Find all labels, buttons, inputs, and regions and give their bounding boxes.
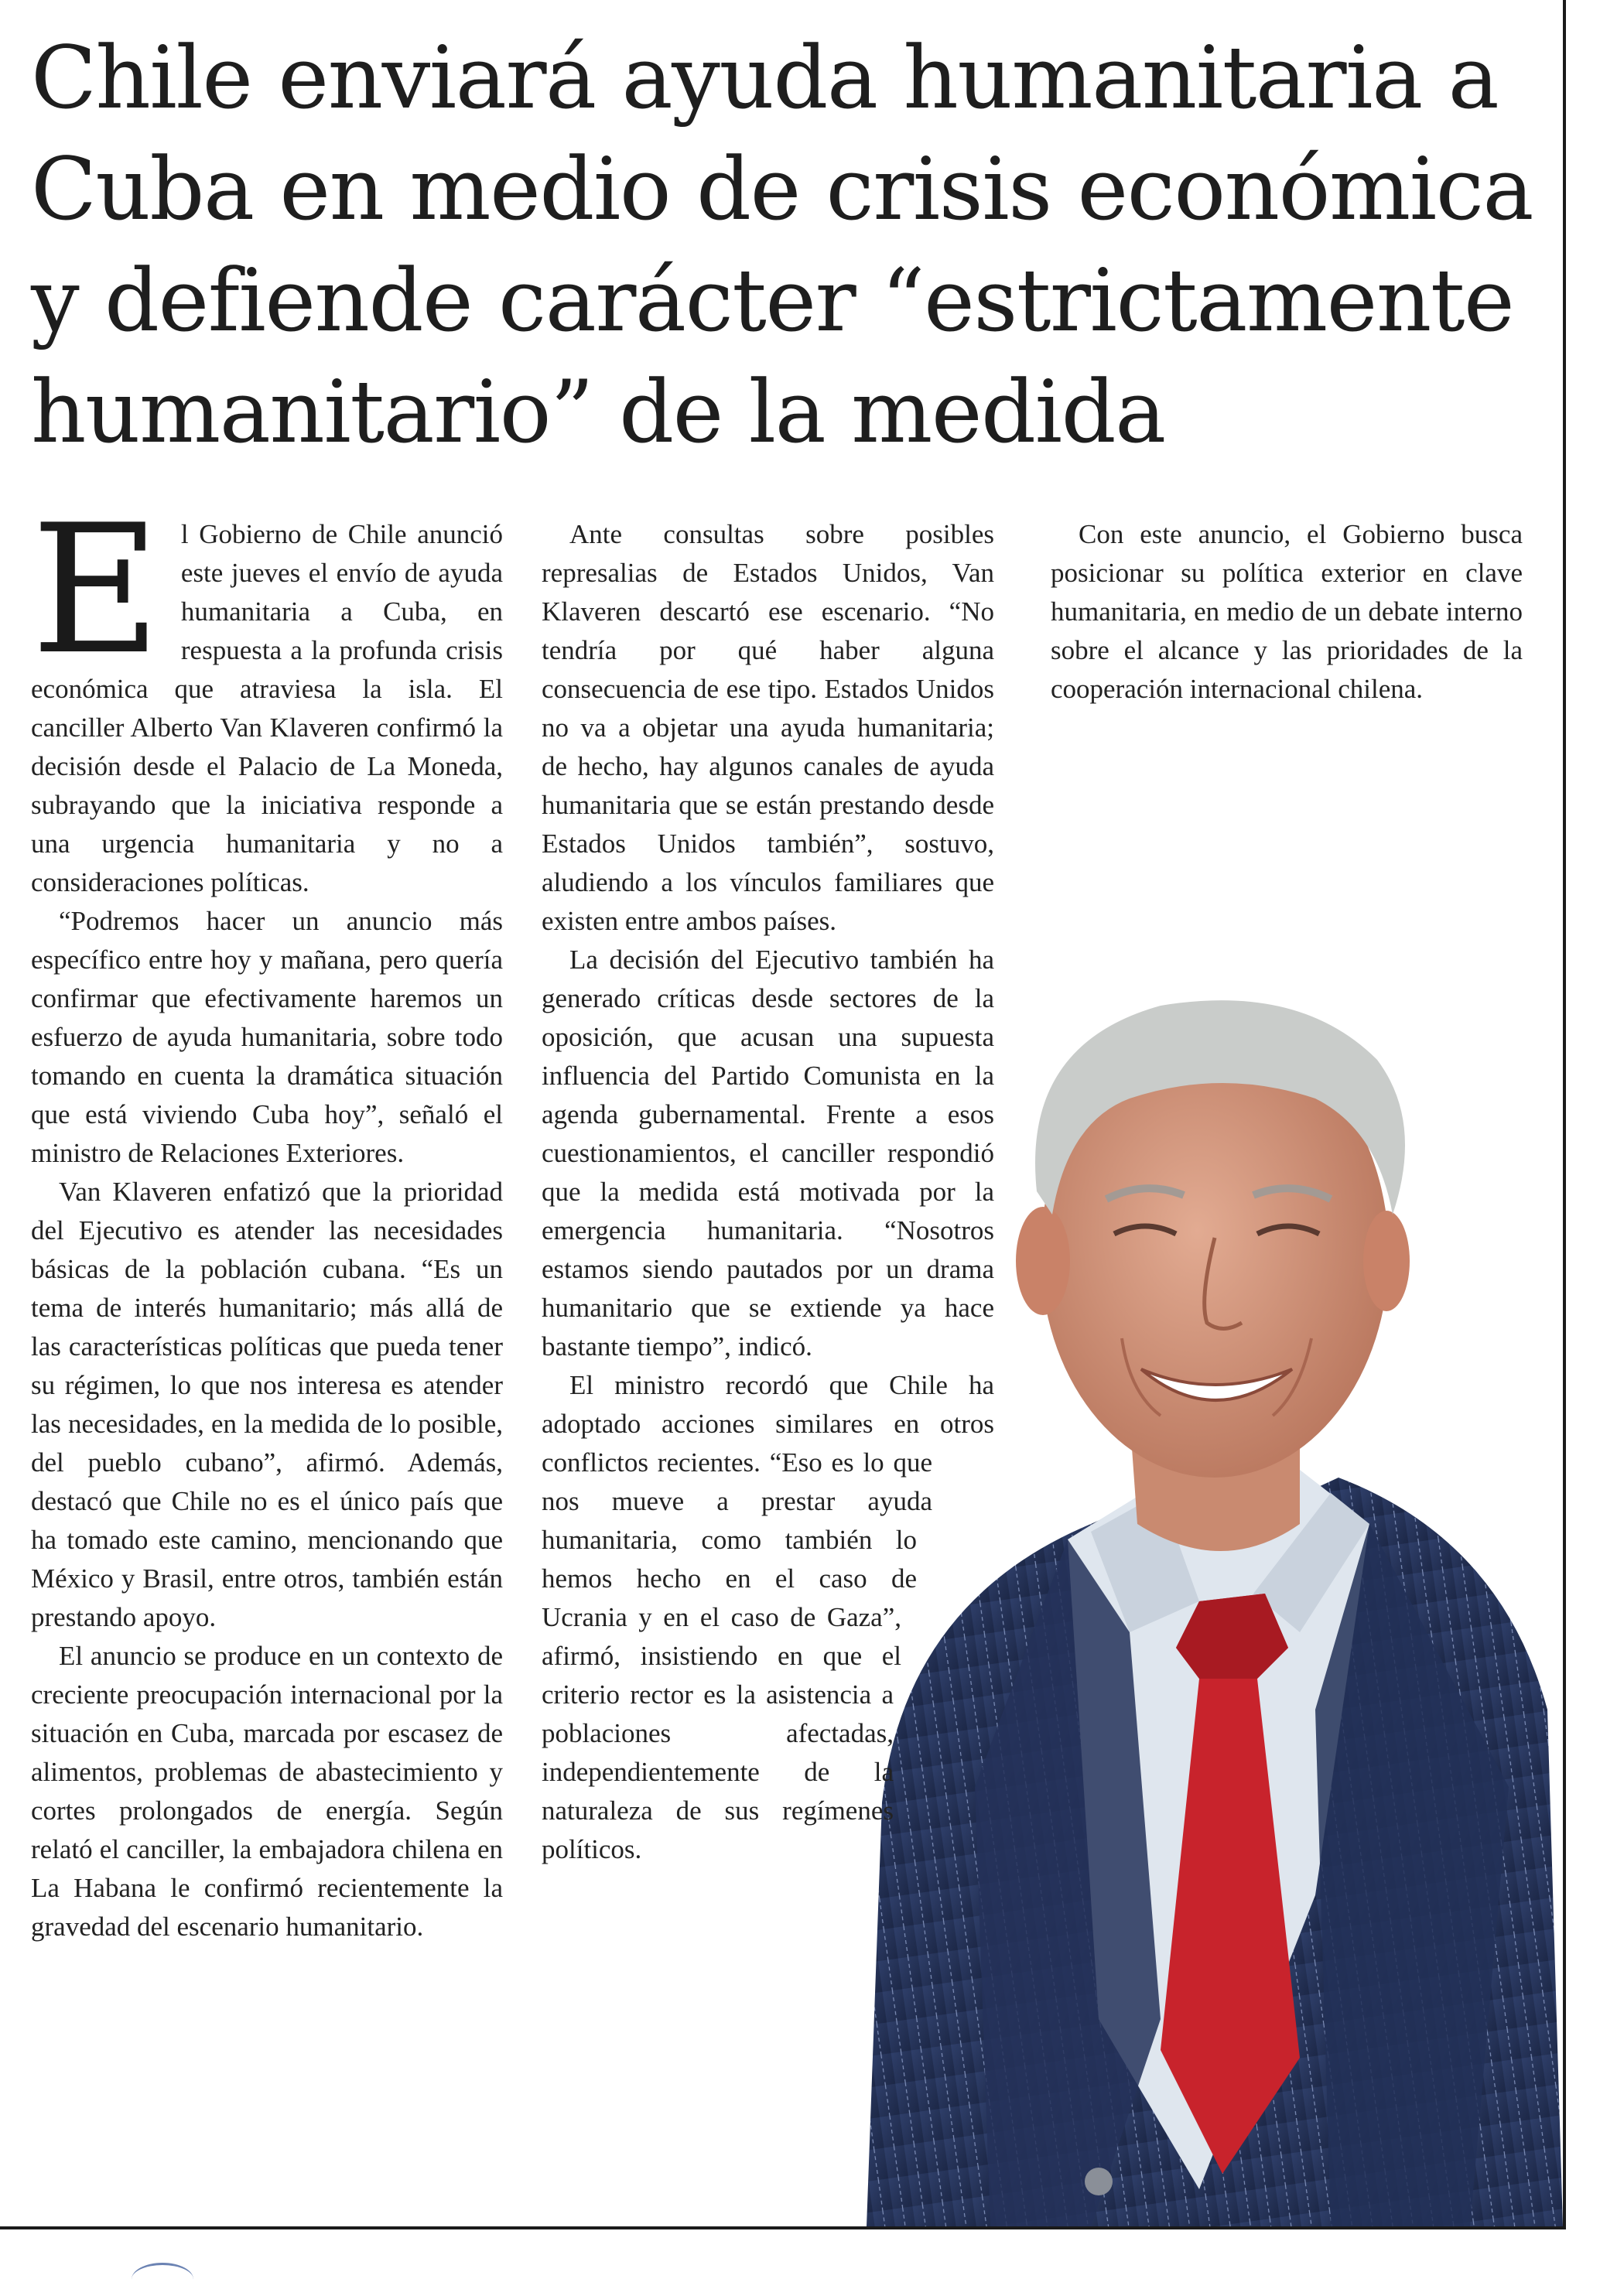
right-border-rule [1563,0,1566,2228]
article-paragraph: l Gobierno de Chile anunció este jueves el envío de ayuda humanitaria a Cuba, en respuesta a la profunda crisis económica que atraviesa la isla. El canciller Alberto Van Klaveren confirmó la decisión desde el Palacio de La Moneda, subrayando que la iniciativa responde a una urgencia humanitaria y no a consideraciones políticas. [31,519,503,897]
footer-logo-arc [132,2263,193,2296]
article-column-3 [1051,515,1523,709]
article-paragraph: Van Klaveren enfatizó que la prioridad del Ejecutivo es atender las necesidades básicas de la población cubana. “Es un tema de interés humanitario; más allá de las características políticas que pueda tener su régimen, lo que nos interesa es atender las necesidades, en la medida de lo posible, del pueblo cubano”, afirmó. Además, destacó que Chile no es el único país que ha tomado este camino, mencionando que México y Brasil, entre otros, también están prestando apoyo. [31,1177,503,1632]
bottom-border-rule [0,2226,1566,2229]
article-paragraph: Con este anuncio, el Gobierno busca posicionar su política exterior en clave humanitaria, en medio de un debate interno sobre el alcance y las prioridades de la cooperación internacional chilena. [1051,519,1523,704]
article-column-2 [542,515,1010,2294]
article-paragraph: “Podremos hacer un anuncio más específico entre hoy y mañana, pero quería confirmar que efectivamente haremos un esfuerzo de ayuda humanitaria, sobre todo tomando en cuenta la dramática situación que está viviendo Cuba hoy”, señaló el ministro de Relaciones Exteriores. [31,906,503,1168]
article-paragraph: El anuncio se produce en un contexto de creciente preocupación internacional por la situación en Cuba, marcada por escasez de alimentos, problemas de abastecimiento y cortes prolongados de energía. Según relató el canciller, la embajadora chilena en La Habana le confirmó recientemente la gravedad del escenario humanitario. [31,1641,503,1942]
article-paragraph: El ministro recordó que Chile ha adoptado acciones similares en otros conflictos recientes. “Eso es lo que nos mueve a prestar ayuda humanitaria, como también lo hemos hecho en el caso de Ucrania y en el caso de Gaza”, afirmó, insistiendo en que el criterio rector es la asistencia a poblaciones afectadas, independientemente de la naturaleza de sus regímenes políticos. [542,1370,994,1864]
article-column-1 [31,487,503,1946]
drop-cap-letter: E [31,487,161,694]
article-paragraph: La decisión del Ejecutivo también ha generado críticas desde sectores de la oposición, que acusan una supuesta influencia del Partido Comunista en la agenda gubernamental. Frente a esos cuestionamientos, el canciller respondió que la medida está motivada por la emergencia humanitaria. “Nosotros estamos siendo pautados por un drama humanitario que se extiende ya hace bastante tiempo”, indicó. [542,945,994,1362]
article-headline: Chile enviará ayuda humanitaria a Cuba en medio de crisis económica y defiende carácter “estrictamente humanitario” de la medida [31,29,1533,463]
article-paragraph: Ante consultas sobre posibles represalias de Estados Unidos, Van Klaveren descartó ese escenario. “No tendría por qué haber alguna consecuencia de ese tipo. Estados Unidos no va a objetar una ayuda humanitaria; de hecho, hay algunos canales de ayuda humanitaria que se están prestando desde Estados Unidos también”, sostuvo, aludiendo a los vínculos familiares que existen entre ambos países. [542,519,994,936]
